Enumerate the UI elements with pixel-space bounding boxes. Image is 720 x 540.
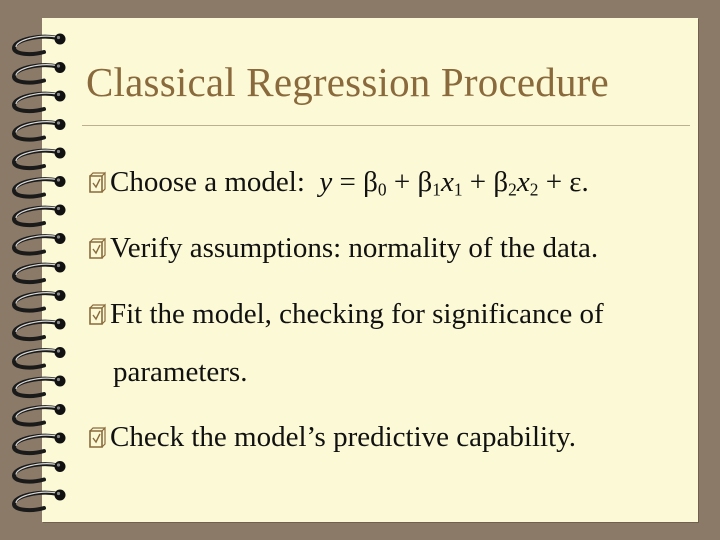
spiral-ring: [14, 62, 66, 83]
spiral-ring: [14, 433, 66, 454]
spiral-ring: [14, 176, 66, 197]
formula-y: y: [319, 166, 333, 198]
bullet-text: Verify assumptions: normality of the data.: [110, 232, 599, 264]
formula-plus-2: +: [462, 166, 494, 198]
spiral-ring: [14, 319, 66, 340]
formula-period: .: [581, 166, 589, 198]
formula-equals: =: [332, 166, 364, 198]
bullet-text: Check the model’s predictive capability.: [110, 421, 576, 453]
spiral-ring: [14, 262, 66, 283]
title-divider: [82, 125, 690, 126]
formula-beta2: β: [493, 166, 509, 198]
check-box-icon: [86, 169, 108, 202]
spiral-ring: [14, 119, 66, 140]
spiral-ring: [14, 148, 66, 169]
formula-sub1: 1: [432, 179, 441, 200]
bullet-check-predictive: [86, 421, 576, 457]
formula-sub2: 2: [508, 179, 517, 200]
spiral-ring: [14, 91, 66, 112]
check-box-icon: [86, 301, 108, 334]
spiral-ring: [14, 205, 66, 226]
formula-plus-3: +: [538, 166, 570, 198]
spiral-ring: [14, 461, 66, 482]
formula-x2: x: [516, 166, 530, 198]
bullet-verify-assumptions: [86, 232, 598, 268]
spiral-ring: [14, 376, 66, 397]
formula-x1: x: [440, 166, 454, 198]
spiral-ring: [14, 404, 66, 425]
formula-x2-sub: 2: [529, 179, 539, 200]
spiral-ring: [14, 347, 66, 368]
formula-sub0: 0: [377, 179, 387, 200]
formula-epsilon: ε: [569, 166, 582, 198]
spiral-binding: [0, 0, 80, 540]
check-box-icon: [86, 235, 108, 268]
check-box-icon: [86, 424, 108, 457]
spiral-ring: [14, 290, 66, 311]
bullet-text: Fit the model, checking for significance of: [110, 298, 604, 330]
formula-plus-1: +: [386, 166, 418, 198]
spiral-ring: [14, 490, 66, 511]
bullet-fit-model: [86, 298, 604, 334]
spiral-ring: [14, 233, 66, 254]
bullet-continuation: parameters.: [113, 356, 248, 388]
formula-x1-sub: 1: [453, 179, 463, 200]
formula-beta0: β: [363, 166, 378, 198]
bullet-choose-model: [86, 166, 589, 202]
bullet-label: Choose a model:: [110, 166, 305, 198]
spiral-ring: [14, 34, 66, 55]
formula-beta1: β: [417, 166, 433, 198]
slide-title: Classical Regression Procedure: [86, 59, 609, 105]
